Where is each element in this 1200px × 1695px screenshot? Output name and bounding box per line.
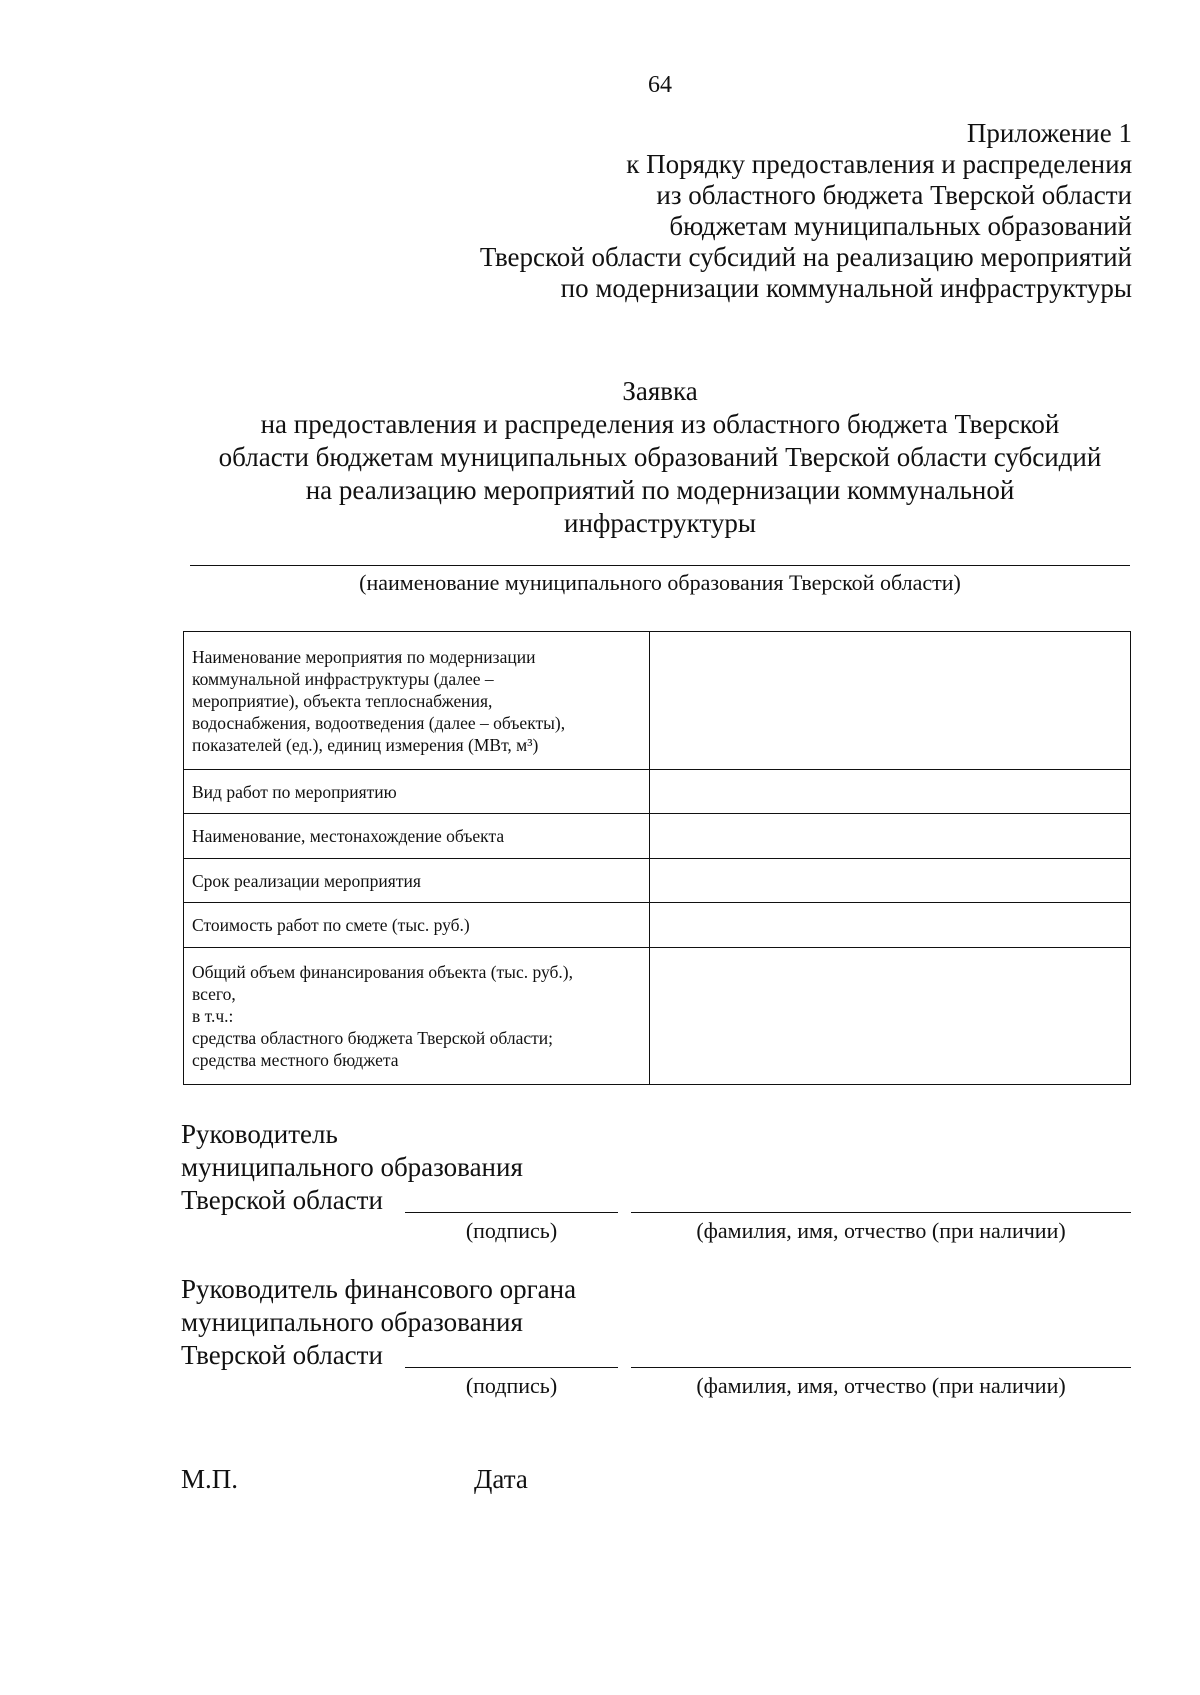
row-label xyxy=(184,948,650,1085)
appendix-line: Приложение 1 xyxy=(966,118,1132,148)
finance-title-line: Тверской области xyxy=(181,1340,383,1370)
row-value[interactable] xyxy=(650,859,1131,903)
date-label: Дата xyxy=(474,1464,528,1494)
row-value[interactable] xyxy=(650,770,1131,814)
label-line: Наименование мероприятия по модернизации xyxy=(192,646,536,667)
table-row xyxy=(184,903,1131,948)
head-title-line: муниципального образования xyxy=(181,1152,523,1182)
page-number: 64 xyxy=(648,72,672,98)
title-line: на предоставления и распределения из областного бюджета Тверской xyxy=(260,409,1060,439)
label-line: средства областного бюджета Тверской области; xyxy=(192,1028,554,1048)
label-line: в т.ч.: xyxy=(192,1006,234,1026)
row-value[interactable] xyxy=(650,903,1131,948)
table-row xyxy=(184,770,1131,814)
finance-signature-line[interactable] xyxy=(405,1367,618,1368)
finance-title-line: муниципального образования xyxy=(181,1307,523,1337)
head-signature-caption: (подпись) xyxy=(465,1218,558,1243)
title-heading: Заявка xyxy=(622,376,698,406)
appendix-header xyxy=(480,118,1132,304)
row-value[interactable] xyxy=(650,948,1131,1085)
municipality-name-line xyxy=(190,565,1130,566)
row-label xyxy=(184,632,650,770)
label-line: мероприятие), объекта теплоснабжения, xyxy=(192,690,493,711)
title-line: инфраструктуры xyxy=(564,508,756,538)
row-value[interactable] xyxy=(650,632,1131,770)
finance-title-line: Руководитель финансового органа xyxy=(181,1274,577,1304)
appendix-line: Тверской области субсидий на реализацию мероприятий xyxy=(479,242,1132,272)
label-line: водоснабжения, водоотведения (далее – объекты), xyxy=(192,712,566,733)
row-label xyxy=(184,903,650,948)
appendix-line: по модернизации коммунальной инфраструктуры xyxy=(560,273,1132,303)
appendix-line: к Порядку предоставления и распределения xyxy=(626,149,1132,179)
stamp-place: М.П. xyxy=(181,1464,239,1494)
label-line: Срок реализации мероприятия xyxy=(192,870,421,891)
row-label xyxy=(184,770,650,814)
head-signature-block xyxy=(181,1118,523,1217)
label-line: Общий объем финансирования объекта (тыс. руб.), xyxy=(192,962,573,982)
finance-signature-caption: (подпись) xyxy=(465,1373,558,1398)
municipality-caption: (наименование муниципального образования Тверской области) xyxy=(359,570,961,595)
appendix-line: из областного бюджета Тверской области xyxy=(656,180,1132,210)
label-line: показателей (ед.), единиц измерения (МВт, м³) xyxy=(192,734,539,755)
document-title xyxy=(180,375,1140,540)
table-row xyxy=(184,814,1131,859)
finance-name-caption: (фамилия, имя, отчество (при наличии) xyxy=(696,1373,1066,1398)
label-line: Вид работ по мероприятию xyxy=(192,781,397,802)
application-table xyxy=(183,631,1131,1085)
head-title-line: Тверской области xyxy=(181,1185,383,1215)
table-row xyxy=(184,632,1131,770)
head-title-line: Руководитель xyxy=(181,1119,338,1149)
label-line: Стоимость работ по смете (тыс. руб.) xyxy=(192,915,470,935)
finance-signature-block xyxy=(181,1273,576,1372)
title-line: на реализацию мероприятий по модернизации коммунальной xyxy=(305,475,1015,505)
appendix-line: бюджетам муниципальных образований xyxy=(669,211,1132,241)
label-line: коммунальной инфраструктуры (далее – xyxy=(192,668,494,689)
finance-name-line[interactable] xyxy=(631,1367,1131,1368)
title-line: области бюджетам муниципальных образований Тверской области субсидий xyxy=(218,442,1102,472)
row-value[interactable] xyxy=(650,814,1131,859)
head-signature-line[interactable] xyxy=(405,1212,618,1213)
table-row xyxy=(184,948,1131,1085)
row-label xyxy=(184,859,650,903)
label-line: средства местного бюджета xyxy=(192,1050,399,1070)
table-row xyxy=(184,859,1131,903)
label-line: всего, xyxy=(192,984,236,1004)
label-line: Наименование, местонахождение объекта xyxy=(192,826,505,846)
row-label xyxy=(184,814,650,859)
head-name-line[interactable] xyxy=(631,1212,1131,1213)
head-name-caption: (фамилия, имя, отчество (при наличии) xyxy=(696,1218,1066,1243)
